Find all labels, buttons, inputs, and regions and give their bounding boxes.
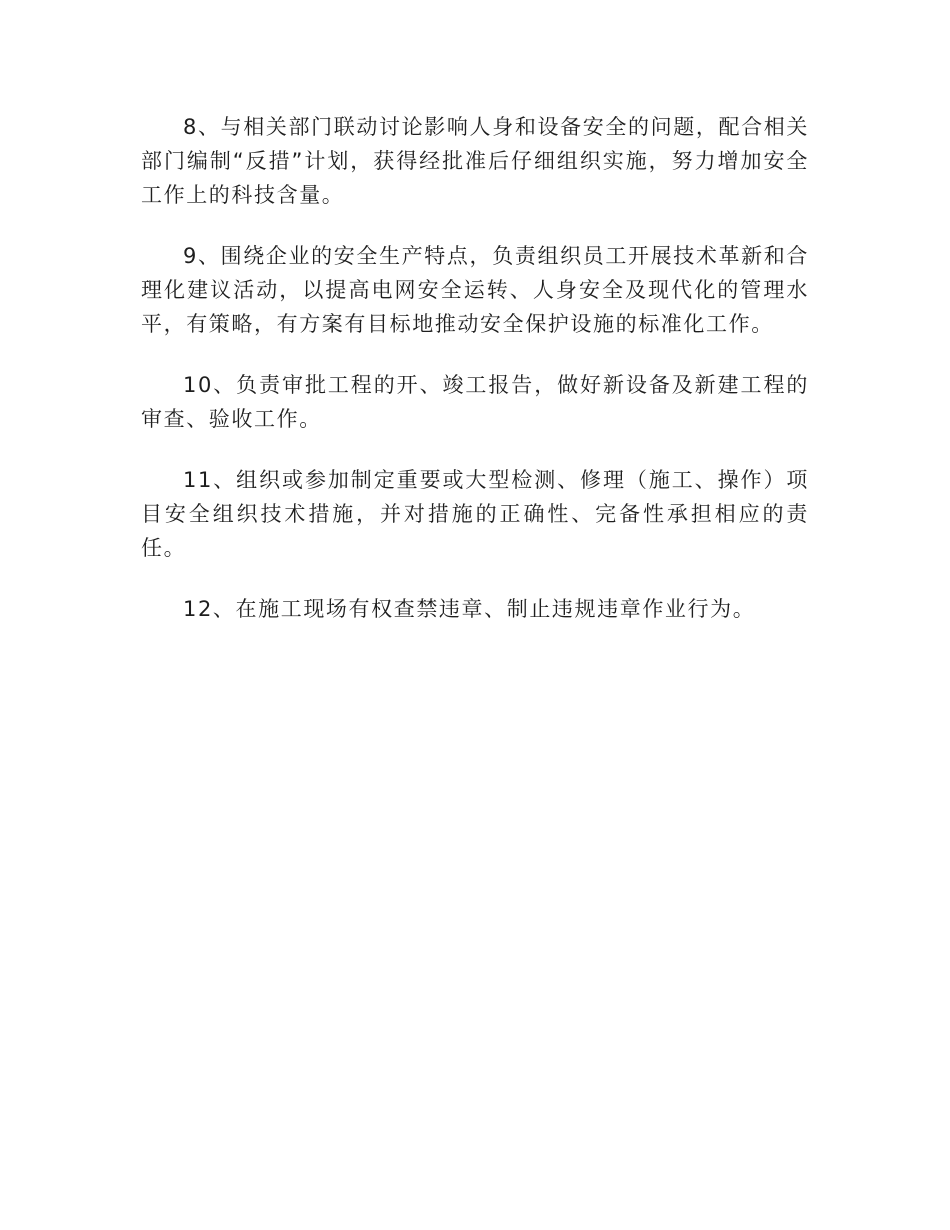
paragraph-item-12: 12、在施工现场有权查禁违章、制止违规违章作业行为。 <box>183 597 756 621</box>
document-body <box>141 110 809 653</box>
paragraph-item-11: 11、组织或参加制定重要或大型检测、修理（施工、操作）项目安全组织技术措施，并对措施的正确性、完备性承担相应的责任。 <box>141 468 809 560</box>
paragraph-item-9: 9、围绕企业的安全生产特点，负责组织员工开展技术革新和合理化建议活动，以提高电网安全运转、人身安全及现代化的管理水平，有策略，有方案有目标地推动安全保护设施的标准化工作。 <box>141 244 809 336</box>
paragraph-item-8: 8、与相关部门联动讨论影响人身和设备安全的问题，配合相关部门编制“反措”计划，获得经批准后仔细组织实施，努力增加安全工作上的科技含量。 <box>141 115 809 207</box>
paragraph-item-10: 10、负责审批工程的开、竣工报告，做好新设备及新建工程的审查、验收工作。 <box>141 373 809 431</box>
